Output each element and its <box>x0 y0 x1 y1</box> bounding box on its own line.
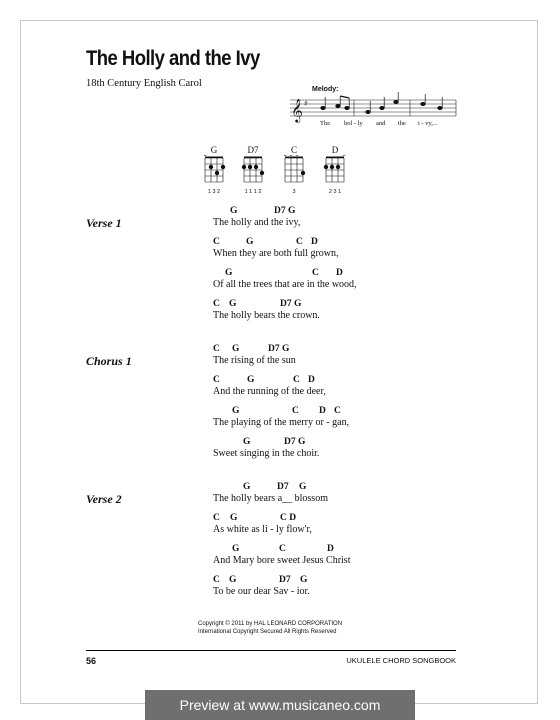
ukulele-fretboard-icon <box>322 155 348 183</box>
treble-clef-icon: 𝄞 <box>291 98 303 122</box>
section-label-chorus-1: Chorus 1 <box>86 354 132 368</box>
chord-symbol: C <box>213 299 220 309</box>
ukulele-fretboard-icon <box>281 155 307 183</box>
finger-dot <box>330 165 334 169</box>
finger-dot <box>301 171 305 175</box>
chord-symbol: G <box>243 482 251 492</box>
song-title: The Holly and the Ivy <box>86 47 260 70</box>
page-number: 56 <box>86 656 97 666</box>
melody-lyric: hol - ly <box>344 120 363 127</box>
chord-diagram-name: C <box>290 145 297 155</box>
chord-diagram-d <box>322 145 348 195</box>
section-label-verse-1: Verse 1 <box>86 216 122 230</box>
lyric-line: As white as li - ly flow'r, <box>213 524 312 535</box>
chord-symbol: D <box>311 237 318 247</box>
copyright-line: International Copyright Secured All Rights Reserved <box>198 629 337 635</box>
chord-symbol: D7 G <box>280 299 302 309</box>
lyric-line: And Mary bore sweet Jesus Christ <box>213 555 351 566</box>
chord-diagram-name: D <box>331 145 339 155</box>
chord-symbol: G <box>299 482 307 492</box>
chord-symbol: C <box>279 544 286 554</box>
chord-symbol: D7 G <box>274 206 296 216</box>
chord-symbol: C <box>293 375 300 385</box>
finger-dot <box>254 165 258 169</box>
chord-symbol: G <box>232 344 240 354</box>
chord-symbol: G <box>232 406 240 416</box>
lyric-line: The holly and the ivy, <box>213 217 301 228</box>
chord-diagram-name: D7 <box>247 145 259 155</box>
chord-symbol: C <box>213 575 220 585</box>
chord-symbol: G <box>247 375 255 385</box>
copyright-line: Copyright © 2011 by HAL LEONARD CORPORATION <box>198 621 343 627</box>
finger-dot <box>242 165 246 169</box>
section-label-verse-2: Verse 2 <box>86 492 122 506</box>
finger-dot <box>324 165 328 169</box>
lyric-line: To be our dear Sav - ior. <box>213 586 310 597</box>
finger-dot <box>248 165 252 169</box>
chord-diagram-g <box>201 145 227 195</box>
chord-symbol: D <box>336 268 343 278</box>
melody-lyric: i - vy,... <box>418 120 438 127</box>
chord-symbol: C <box>213 344 220 354</box>
melody-lyric: The <box>320 120 331 127</box>
chord-symbol: C <box>213 237 220 247</box>
melody-lyric: the <box>398 120 406 127</box>
chord-symbol: G <box>232 544 240 554</box>
melody-lyric: and <box>376 120 386 127</box>
chord-symbol: C <box>213 513 220 523</box>
chord-symbol: D <box>327 544 334 554</box>
chord-symbol: G <box>246 237 254 247</box>
lyric-line: Of all the trees that are in the wood, <box>213 279 357 290</box>
book-title: UKULELE CHORD SONGBOOK <box>346 656 456 665</box>
chord-symbol: D <box>319 406 326 416</box>
finger-dot <box>221 165 225 169</box>
chord-symbol: C <box>312 268 319 278</box>
finger-dot <box>215 171 219 175</box>
ukulele-fretboard-icon <box>240 155 266 183</box>
ukulele-fretboard-icon <box>201 155 227 183</box>
svg-text:♯: ♯ <box>304 99 308 108</box>
lyric-line: The playing of the merry or - gan, <box>213 417 350 428</box>
lyric-line: And the running of the deer, <box>213 386 326 397</box>
preview-banner-link[interactable]: Preview at www.musicaneo.com <box>145 690 415 720</box>
lyric-line: The rising of the sun <box>213 355 296 366</box>
chord-symbol: C <box>292 406 299 416</box>
chord-symbol: D7 <box>277 482 289 492</box>
chord-symbol: D7 G <box>284 437 306 447</box>
footer-divider <box>86 650 456 651</box>
chord-symbol: G <box>229 299 237 309</box>
chord-diagram-fingering: 2 3 1 <box>328 189 342 195</box>
lyric-line: The holly bears a__ blossom <box>213 493 328 504</box>
song-subtitle: 18th Century English Carol <box>86 78 202 89</box>
chord-symbol: C <box>334 406 341 416</box>
finger-dot <box>260 171 264 175</box>
chord-diagram-fingering: 1 3 2 <box>207 189 221 195</box>
chord-symbol: C <box>296 237 303 247</box>
chord-symbol: G <box>243 437 251 447</box>
lyric-line: The holly bears the crown. <box>213 310 320 321</box>
melody-label: Melody: <box>312 86 339 93</box>
chord-symbol: C D <box>280 513 297 523</box>
chord-symbol: G <box>225 268 233 278</box>
chord-diagram-d7 <box>240 145 266 195</box>
chord-symbol: D7 G <box>268 344 290 354</box>
lyric-line: Sweet singing in the choir. <box>213 448 320 459</box>
chord-diagram-fingering: 1 1 1 2 <box>244 189 262 195</box>
chord-diagram-fingering: 3 <box>292 189 296 195</box>
chord-symbol: G <box>229 575 237 585</box>
chord-symbol: G <box>230 513 238 523</box>
chord-diagram-name: G <box>210 145 218 155</box>
melody-excerpt <box>290 86 458 132</box>
finger-dot <box>336 165 340 169</box>
chord-symbol: D <box>308 375 315 385</box>
chord-symbol: G <box>300 575 308 585</box>
chord-symbol: D7 <box>279 575 291 585</box>
finger-dot <box>209 165 213 169</box>
lyric-line: When they are both full grown, <box>213 248 339 259</box>
chord-symbol: C <box>213 375 220 385</box>
chord-symbol: G <box>230 206 238 216</box>
chord-diagram-c <box>281 145 307 195</box>
